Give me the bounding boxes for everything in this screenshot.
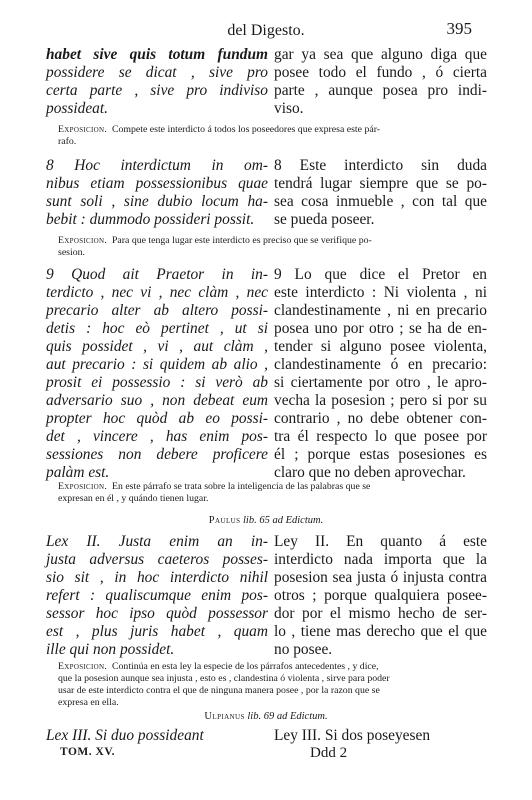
spanish-line: tra él respecto lo que posee por	[274, 428, 487, 445]
spanish-column	[274, 46, 487, 118]
latin-line: detis : hoc eò pertinet , ut si	[46, 320, 268, 337]
latin-line: terdicto , nec vi , nec clàm , nec	[46, 284, 268, 301]
latin-line: refert : qualiscumque enim pos-	[46, 587, 268, 604]
exposicion-text: expresa en ella.	[58, 697, 119, 708]
running-title: del Digesto.	[227, 22, 305, 39]
exposicion-note	[58, 124, 488, 148]
signature-mark: Ddd 2	[310, 745, 348, 761]
spanish-line: posea uno por otro ; se ha de en-	[274, 320, 487, 337]
exposicion-note	[58, 481, 488, 505]
spanish-line: 8 Este interdicto sin duda	[274, 157, 487, 174]
exposicion-text: Para que tenga lugar este interdicto es preciso que se verifique po-	[111, 235, 372, 246]
latin-line: sessiones non debere proficere	[46, 446, 268, 463]
exposicion-text: En este párrafo se trata sobre la inteligencia de las palabras que se	[111, 481, 371, 492]
latin-line: possidere se dicat , sive pro	[46, 64, 268, 81]
exposicion-label: Exposicion.	[58, 124, 108, 135]
spanish-line: viso.	[274, 100, 304, 117]
exposicion-text: Continúa en esta ley la especie de los párrafos antecedentes , y dice,	[111, 661, 379, 672]
spanish-line: sea cosa inmueble , con tal que	[274, 193, 487, 210]
spanish-column	[274, 266, 487, 482]
citation	[0, 515, 532, 526]
spanish-line: clandestinamente ó en precario:	[274, 356, 487, 373]
latin-line: palàm est.	[46, 464, 110, 481]
latin-line: est , plus juris habet , quam	[46, 623, 268, 640]
spanish-line: posesion sea justa ó injusta contra	[274, 569, 487, 586]
exposicion-text: rafo.	[58, 136, 77, 147]
spanish-line: si ciertamente por otro , le apro-	[274, 374, 487, 391]
spanish-column	[274, 157, 487, 229]
latin-line: det , vincere , has enim pos-	[46, 428, 268, 445]
latin-line: adversario suo , non debeat eum	[46, 392, 268, 409]
latin-column	[46, 533, 268, 659]
spanish-line: no posee.	[274, 641, 333, 658]
citation-author: Paulus	[208, 515, 241, 526]
latin-line: sessor hoc ipso quòd possessor	[46, 605, 268, 622]
spanish-line: parte , aunque posea pro indi-	[274, 82, 487, 99]
exposicion-text: usar de este interdicto contra el que de ninguna manera posee , por la razon que se	[58, 685, 380, 696]
exposicion-text: expresan en él , y quándo tienen lugar.	[58, 493, 209, 504]
latin-line: bebit : dummodo possideri possit.	[46, 211, 255, 228]
exposicion-label: Exposicion.	[58, 661, 108, 672]
latin-line: 8 Hoc interdictum in om-	[46, 157, 268, 174]
latin-line: prosit ei possessio : si verò ab	[46, 374, 268, 391]
spanish-line: tender si alguno posee violenta,	[274, 338, 487, 355]
latin-line: aut precario : si quidem ab alio ,	[46, 356, 268, 373]
latin-column	[46, 46, 268, 118]
latin-line: sunt soli , sine dubio locum ha-	[46, 193, 268, 210]
spanish-line: tendrá lugar siempre que se po-	[274, 175, 487, 192]
spanish-line: clandestinamente , ni en precario	[274, 302, 487, 319]
spanish-column	[274, 727, 487, 745]
exposicion-text: sesion.	[58, 247, 85, 258]
spanish-line: interdicto nada importa que la	[274, 551, 487, 568]
spanish-line: gar ya sea que alguno diga que	[274, 46, 487, 63]
exposicion-label: Exposicion.	[58, 235, 108, 246]
citation-author: Ulpianus	[204, 711, 245, 722]
latin-column	[46, 727, 268, 745]
latin-column	[46, 266, 268, 482]
latin-line: quis possidet , vi , aut clàm ,	[46, 338, 268, 355]
latin-column	[46, 157, 268, 229]
exposicion-text: que la posesion aunque sea injusta , esto es , clandestina ó violenta , sirve para poder	[58, 673, 390, 684]
spanish-line: se pueda poseer.	[274, 211, 375, 228]
latin-line: sio sit , in hoc interdicto nihil	[46, 569, 268, 586]
exposicion-note	[58, 661, 488, 709]
spanish-line: contrario , no debe obtener con-	[274, 410, 487, 427]
spanish-line: posee todo el fundo , ó cierta	[274, 64, 487, 81]
latin-line: possideat.	[46, 100, 108, 117]
volume-marker: TOM. XV.	[60, 746, 116, 758]
spanish-line: este interdicto : Ni violenta , ni	[274, 284, 487, 301]
latin-line: Lex III. Si duo possideant	[46, 727, 204, 744]
latin-line: nibus etiam possessionibus quae	[46, 175, 268, 192]
latin-line: certa parte , sive pro indiviso	[46, 82, 268, 99]
spanish-line: vecha la posesion ; pero si por su	[274, 392, 487, 409]
citation-reference: lib. 69 ad Edictum.	[247, 711, 328, 722]
citation-reference: lib. 65 ad Edictum.	[243, 515, 324, 526]
page-number: 395	[446, 19, 472, 38]
spanish-line: claro que no deben aprovechar.	[274, 464, 466, 481]
latin-line: habet sive quis totum fundum	[46, 46, 268, 63]
spanish-line: Ley II. En quanto á este	[274, 533, 487, 550]
spanish-line: dor por el mismo hecho de ser-	[274, 605, 487, 622]
spanish-line: Ley III. Si dos poseyesen	[274, 727, 431, 744]
exposicion-text: Compete este interdicto á todos los poseedores que expresa este pár-	[111, 124, 381, 135]
spanish-line: él ; porque estas posesiones es	[274, 446, 487, 463]
spanish-column	[274, 533, 487, 659]
latin-line: justa adversus caeteros posses-	[46, 551, 268, 568]
latin-line: propter hoc quòd ab eo possi-	[46, 410, 268, 427]
latin-line: precario alter ab altero possi-	[46, 302, 268, 319]
exposicion-note	[58, 235, 488, 259]
latin-line: Lex II. Justa enim an in-	[46, 533, 268, 550]
latin-line: 9 Quod ait Praetor in in-	[46, 266, 268, 283]
exposicion-label: Exposicion.	[58, 481, 108, 492]
spanish-line: otros ; porque qualquiera posee-	[274, 587, 487, 604]
spanish-line: lo , tiene mas derecho que el que	[274, 623, 487, 640]
spanish-line: 9 Lo que dice el Pretor en	[274, 266, 487, 283]
latin-line: ille qui non possidet.	[46, 641, 175, 658]
citation	[0, 711, 532, 722]
